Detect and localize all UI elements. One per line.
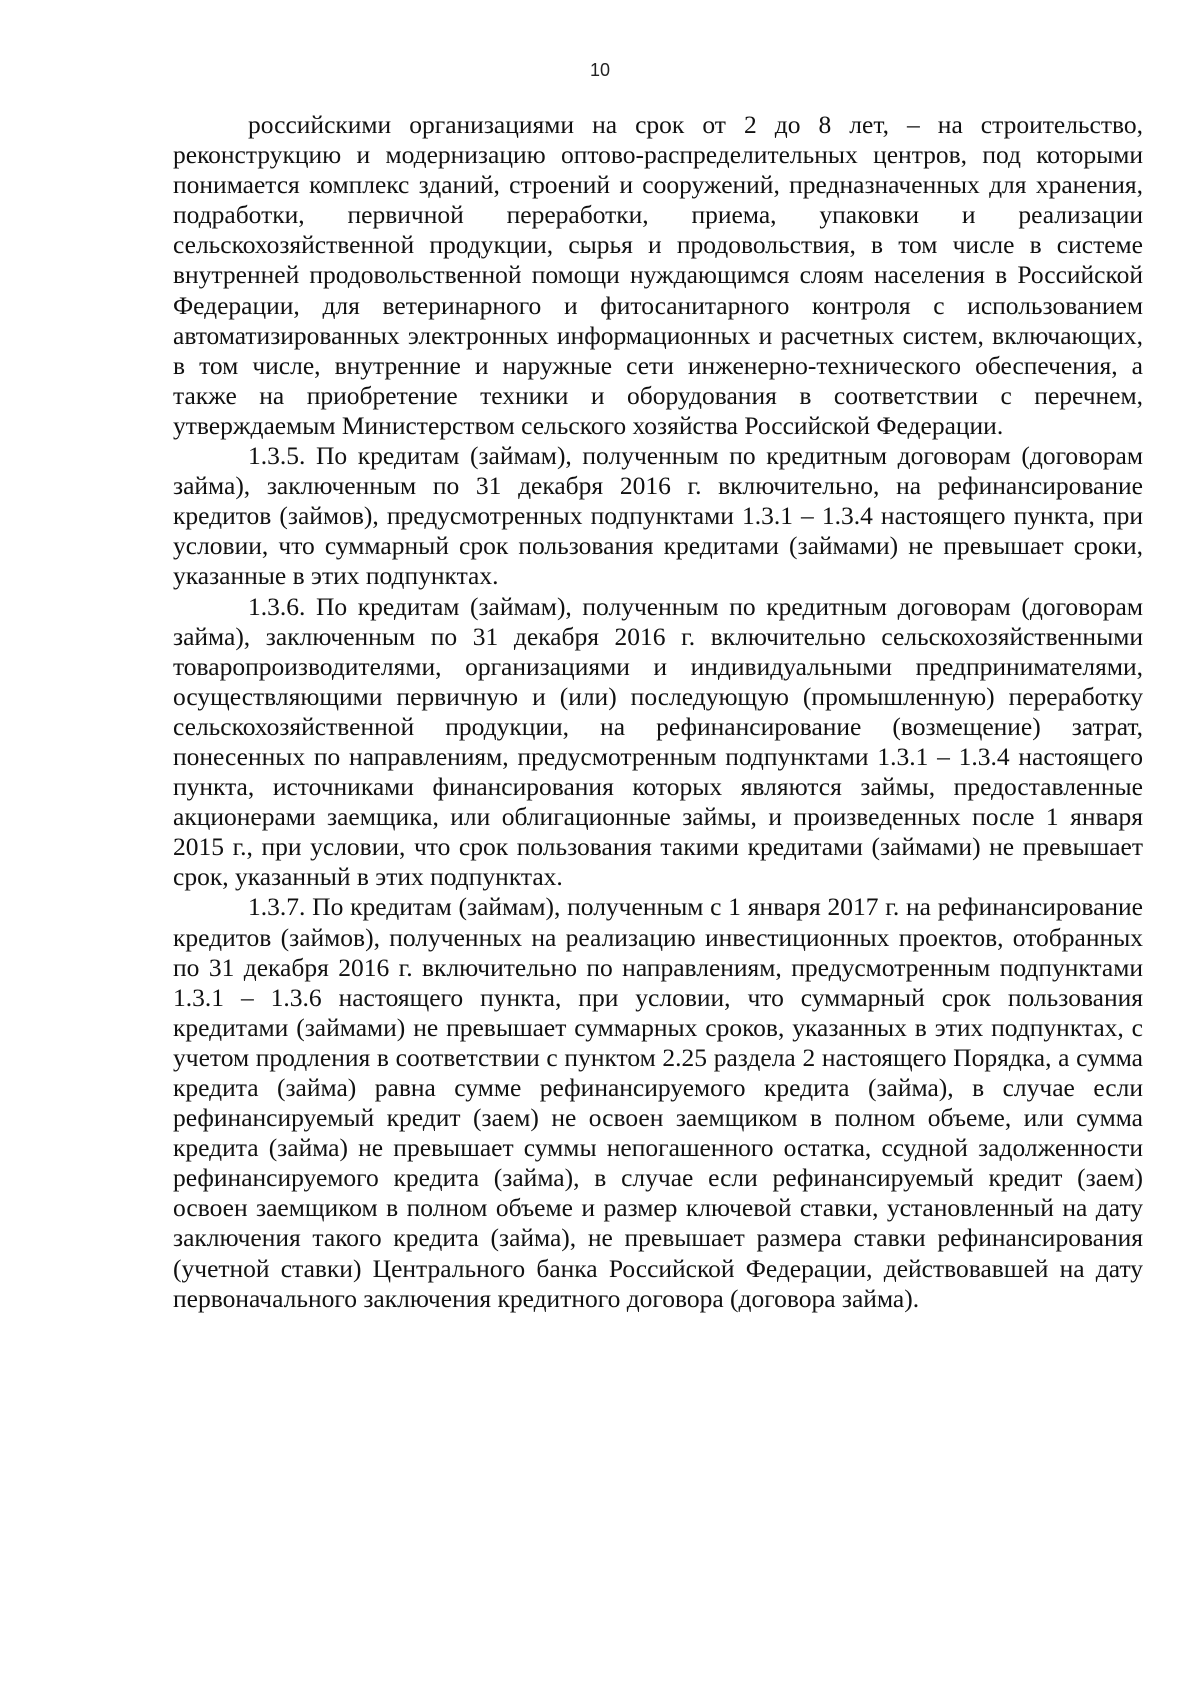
page-number: 10 (589, 60, 611, 80)
document-body (173, 110, 1143, 1314)
paragraph-continuation: российскими организациями на срок от 2 до 8 лет, – на строительство, реконструкцию и модернизацию оптово-распределительных центров, под которыми понимается комплекс зданий, строений и сооружений, предназначенных для хранения, подработки, первичной переработки, приема, упаковки и реализации сельскохозяйственной продукции, сырья и продовольствия, в том числе в системе внутренней продовольственной помощи нуждающимся слоям населения в Российской Федерации, для ветеринарного и фитосанитарного контроля с использованием автоматизированных электронных информационных и расчетных систем, включающих, в том числе, внутренние и наружные сети инженерно-технического обеспечения, а также на приобретение техники и оборудования в соответствии с перечнем, утверждаемым Министерством сельского хозяйства Российской Федерации. (173, 110, 1143, 440)
paragraph-1-3-5: 1.3.5. По кредитам (займам), полученным по кредитным договорам (договорам займа), заключенным по 31 декабря 2016 г. включительно, на рефинансирование кредитов (займов), предусмотренных подпунктами 1.3.1 – 1.3.4 настоящего пункта, при условии, что суммарный срок пользования кредитами (займами) не превышает сроки, указанные в этих подпунктах. (173, 441, 1143, 591)
paragraph-1-3-6: 1.3.6. По кредитам (займам), полученным по кредитным договорам (договорам займа), заключенным по 31 декабря 2016 г. включительно сельскохозяйственными товаропроизводителями, организациями и индивидуальными предпринимателями, осуществляющими первичную и (или) последующую (промышленную) переработку сельскохозяйственной продукции, на рефинансирование (возмещение) затрат, понесенных по направлениям, предусмотренным подпунктами 1.3.1 – 1.3.4 настоящего пункта, источниками финансирования которых являются займы, предоставленные акционерами заемщика, или облигационные займы, и произведенных после 1 января 2015 г., при условии, что срок пользования такими кредитами (займами) не превышает срок, указанный в этих подпунктах. (173, 591, 1143, 892)
paragraph-1-3-7: 1.3.7. По кредитам (займам), полученным с 1 января 2017 г. на рефинансирование кредитов (займов), полученных на реализацию инвестиционных проектов, отобранных по 31 декабря 2016 г. включительно по направлениям, предусмотренным подпунктами 1.3.1 – 1.3.6 настоящего пункта, при условии, что суммарный срок пользования кредитами (займами) не превышает суммарных сроков, указанных в этих подпунктах, с учетом продления в соответствии с пунктом 2.25 раздела 2 настоящего Порядка, а сумма кредита (займа) равна сумме рефинансируемого кредита (займа), в случае если рефинансируемый кредит (заем) не освоен заемщиком в полном объеме, или сумма кредита (займа) не превышает суммы непогашенного остатка, ссудной задолженности рефинансируемого кредита (займа), в случае если рефинансируемый кредит (заем) освоен заемщиком в полном объеме и размер ключевой ставки, установленный на дату заключения такого кредита (займа), не превышает размера ставки рефинансирования (учетной ставки) Центрального банка Российской Федерации, действовавшей на дату первоначального заключения кредитного договора (договора займа). (173, 892, 1143, 1313)
